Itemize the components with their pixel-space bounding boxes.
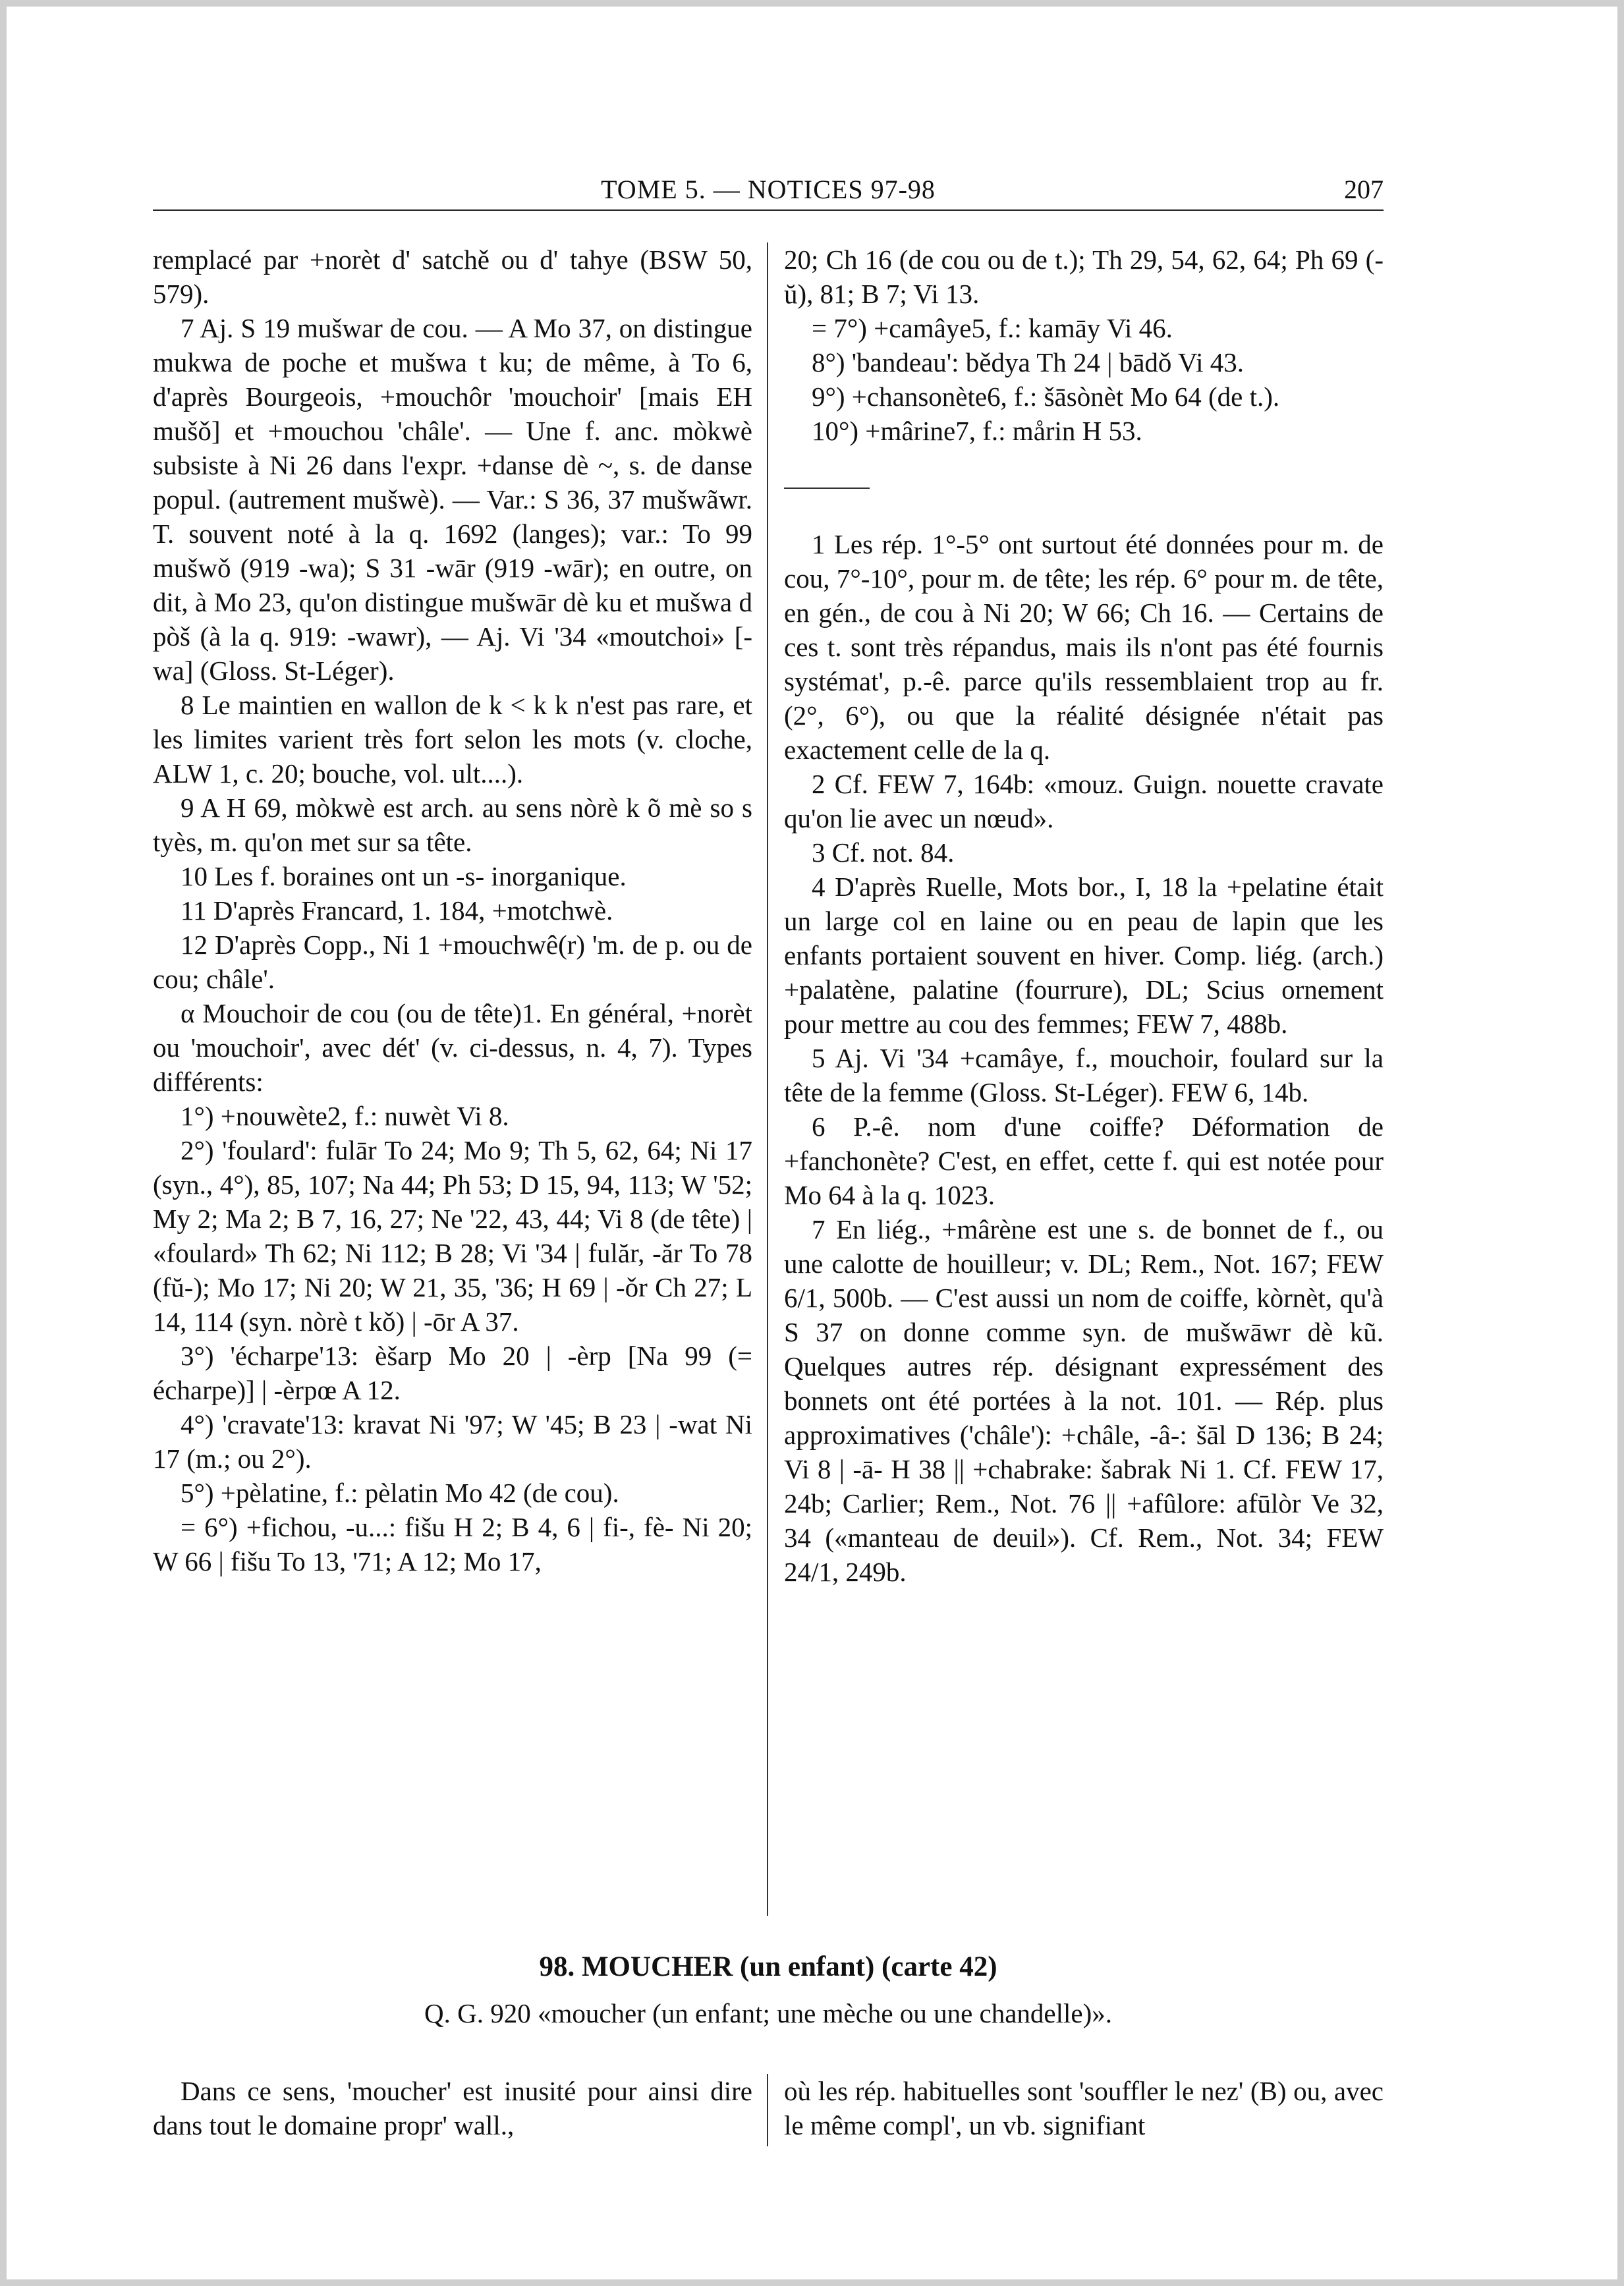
list-item: 4°) 'cravate'13: kravat Ni '97; W '45; B 23 | -wat Ni 17 (m.; ou 2°).: [153, 1409, 752, 1474]
footnote: 11 D'après Francard, 1. 184, +motchwè.: [181, 895, 613, 926]
footnote: 2 Cf. FEW 7, 164b: «mouz. Guign. nouette cravate qu'on lie avec un nœud».: [784, 769, 1384, 833]
page: [153, 170, 1384, 2212]
list-item: 5°) +pèlatine, f.: pèlatin Mo 42 (de cou).: [181, 1478, 619, 1508]
footnote: 7 En liég., +mârène est une s. de bonnet de f., ou une calotte de houilleur; v. DL; Rem., Not. 167; FEW 6/1, 500b. — C'est aussi un nom de coiffe, kòrnèt, qu'à S 37 on donne comme syn. de mušwāwr dè kũ. Quelques autres rép. désignant expressément des bonnets ont été portées à la not. 101. — Rép. plus approximatives ('châle'): +châle, -â-: šāl D 136; B 24; Vi 8 | -ā- H 38 || +chabrake: šabrak Ni 1. Cf. FEW 17, 24b; Carlier; Rem., Not. 76 || +afûlore: afūlòr Ve 32, 34 («manteau de deuil»). Cf. Rem., Not. 34; FEW 24/1, 249b.: [784, 1214, 1384, 1587]
list-item: 2°) 'foulard': fulār To 24; Mo 9; Th 5, 62, 64; Ni 17 (syn., 4°), 85, 107; Na 44; Ph 53; D 15, 94, 113; W '52; My 2; Ma 2; B 7, 16, 27; Ne '22, 43, 44; Vi 8 (de tête) | «foulard» Th 62; Ni 112; B 28; Vi '34 | fulăr, -ăr To 78 (fŭ-); Mo 17; Ni 20; W 21, 35, '36; H 69 | -ǒr Ch 27; L 14, 114 (syn. nòrè t kǒ) | -ōr A 37.: [153, 1135, 752, 1337]
footnote: 7 Aj. S 19 mušwar de cou. — A Mo 37, on distingue mukwa de poche et mušwa t ku; de même, à To 6, d'après Bourgeois, +mouchôr 'mouchoir' [mais EH mušǒ] et +mouchou 'châle'. — Une f. anc. mòkwè subsiste à Ni 26 dans l'expr. +danse dè ~, s. de danse popul. (autrement mušwè). — Var.: S 36, 37 mušwãwr. T. souvent noté à la q. 1692 (langes); var.: To 99 mušwǒ (919 -wa); S 31 -wār (919 -wār); en outre, on dit, à Mo 23, qu'on distingue mušwār dè ku et mušwa d pòš (à la q. 919: -wawr), — Aj. Vi '34 «moutchoi» [-wa] (Gloss. St-Léger).: [153, 313, 752, 686]
paragraph: où les rép. habituelles sont 'souffler le nez' (B) ou, avec le même compl', un vb. signifiant: [784, 2076, 1384, 2140]
footnote: 4 D'après Ruelle, Mots bor., I, 18 la +pelatine était un large col en laine ou en peau de lapin que les enfants portaient souvent en hiver. Comp. liég. (arch.) +palatène, palatine (fourrure), DL; Scius ornement pour mettre au cou des femmes; FEW 7, 488b.: [784, 872, 1384, 1039]
list-item: = 7°) +camâye5, f.: kamāy Vi 46.: [812, 313, 1173, 343]
paragraph: Dans ce sens, 'moucher' est inusité pour ainsi dire dans tout le domaine propr' wall.,: [153, 2076, 752, 2140]
footnote: 6 P.-ê. nom d'une coiffe? Déformation de +fanchonète? C'est, en effet, cette f. qui est notée pour Mo 64 à la q. 1023.: [784, 1111, 1384, 1210]
section-subtitle: Q. G. 920 «moucher (un enfant; une mèche ou une chandelle)».: [424, 1998, 1112, 2028]
list-item: 3°) 'écharpe'13: èšarp Mo 20 | -èrp [Na 99 (= écharpe)] | -èrpœ A 12.: [153, 1341, 752, 1405]
list-item: 9°) +chansonète6, f.: šāsònèt Mo 64 (de t.).: [812, 381, 1280, 412]
footnote: 3 Cf. not. 84.: [812, 837, 955, 868]
footnote-rule: [784, 488, 870, 489]
running-head: [153, 170, 1384, 211]
left-column: [153, 242, 752, 1578]
paragraph: α Mouchoir de cou (ou de tête)1. En général, +norèt ou 'mouchoir', avec dét' (v. ci-dessus, n. 4, 7). Types différents:: [153, 998, 752, 1097]
bottom-left-paragraph: [153, 2074, 752, 2142]
footnote: 1 Les rép. 1°-5° ont surtout été données pour m. de cou, 7°-10°, pour m. de tête; les rép. 6° pour m. de tête, en gén., de cou à Ni 20; W 66; Ch 16. — Certains de ces t. sont très répandus, mais ils n'ont pas été fournis systémat', p.-ê. parce qu'ils ressemblaient trop au fr. (2°, 6°), ou que la réalité désignée n'était pas exactement celle de la q.: [784, 529, 1384, 765]
footnote: 12 D'après Copp., Ni 1 +mouchwê(r) 'm. de p. ou de cou; châle'.: [153, 930, 752, 994]
footnote: 9 A H 69, mòkwè est arch. au sens nòrè k õ mè so s tyès, m. qu'on met sur sa tête.: [153, 793, 752, 857]
page-number: 207: [1344, 175, 1384, 204]
column-divider: [767, 242, 768, 1916]
list-item: 10°) +mârine7, f.: mårin H 53.: [812, 416, 1142, 446]
footnote: 10 Les f. boraines ont un -s- inorganique.: [181, 861, 627, 891]
column-divider: [767, 2074, 768, 2146]
list-item: 1°) +nouwète2, f.: nuwèt Vi 8.: [181, 1101, 509, 1131]
paragraph: 20; Ch 16 (de cou ou de t.); Th 29, 54, 62, 64; Ph 69 (-ŭ), 81; B 7; Vi 13.: [784, 244, 1384, 309]
right-column: [784, 242, 1384, 1589]
list-item: 8°) 'bandeau': bědya Th 24 | bādǒ Vi 43.: [812, 347, 1244, 377]
footnote: 5 Aj. Vi '34 +camâye, f., mouchoir, foulard sur la tête de la femme (Gloss. St-Léger). FEW 6, 14b.: [784, 1043, 1384, 1107]
paragraph: remplacé par +norèt d' satchě ou d' tahye (BSW 50, 579).: [153, 244, 752, 309]
section-title: 98. MOUCHER (un enfant) (carte 42): [539, 1951, 997, 1982]
bottom-right-paragraph: [784, 2074, 1384, 2142]
running-head-title: TOME 5. — NOTICES 97-98: [601, 175, 936, 204]
footnote: 8 Le maintien en wallon de k < k k n'est pas rare, et les limites varient très fort selon les mots (v. cloche, ALW 1, c. 20; bouche, vol. ult....).: [153, 690, 752, 789]
list-item: = 6°) +fichou, -u...: fišu H 2; B 4, 6 | fi-, fè- Ni 20; W 66 | fišu To 13, '71; A 12; Mo 17,: [153, 1512, 752, 1576]
